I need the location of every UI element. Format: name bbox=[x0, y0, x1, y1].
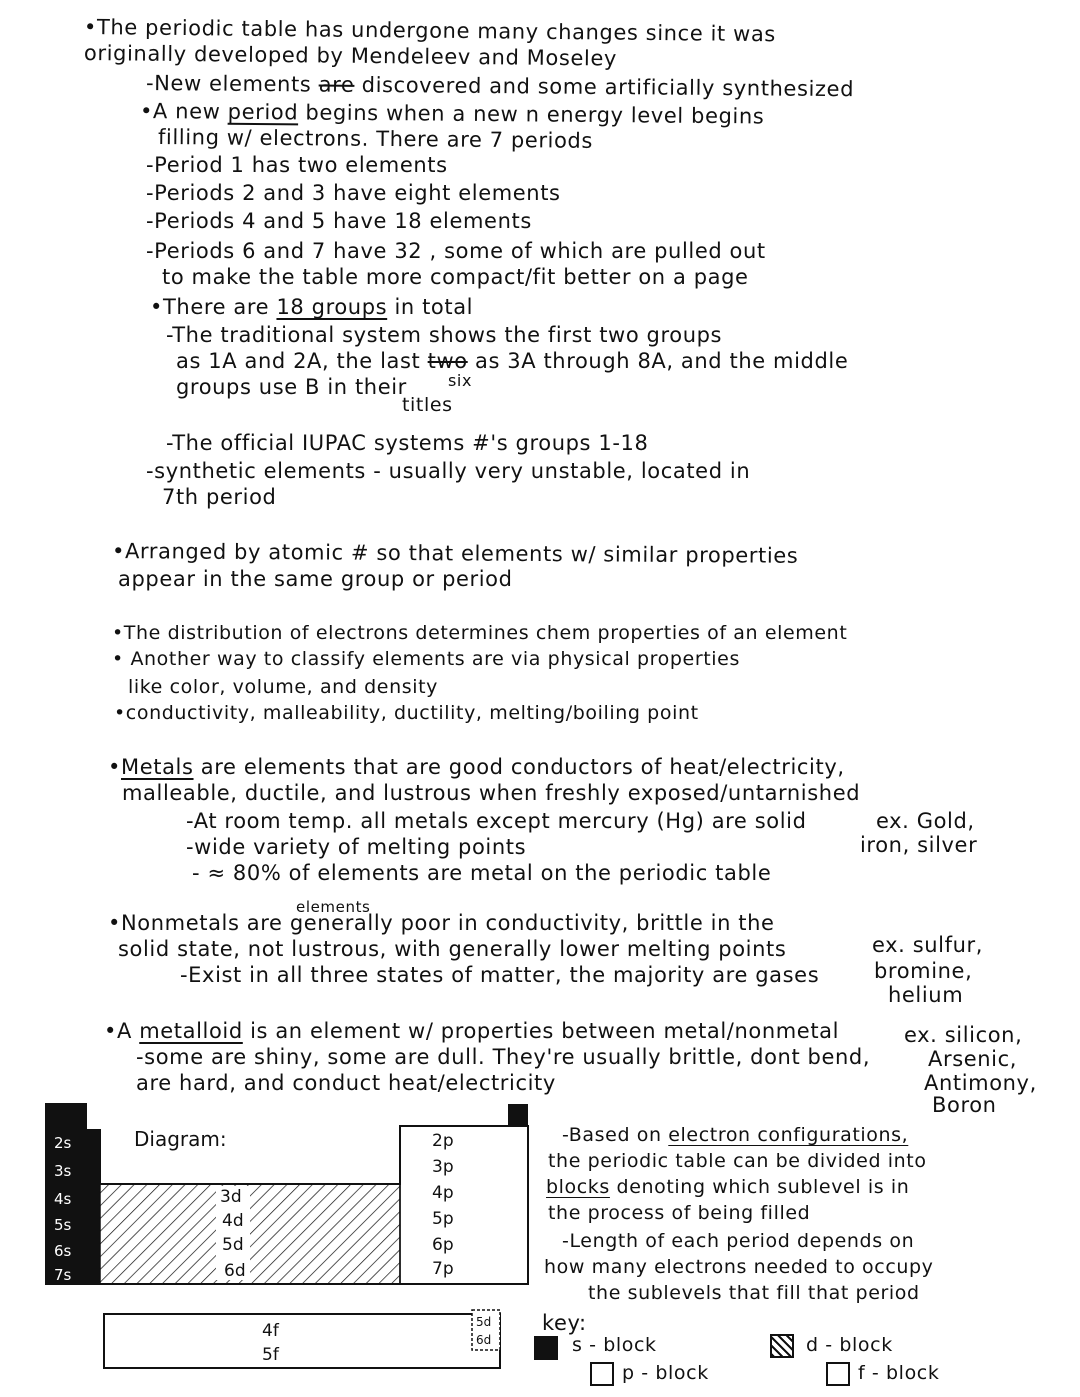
metalloid-line-2: -some are shiny, some are dull. They're usually brittle, dont bend, bbox=[136, 1045, 871, 1069]
traditional-line-2 bbox=[176, 348, 848, 374]
groups-pre: •There are bbox=[150, 295, 277, 319]
metalloid-post: is an element w/ properties between metal/nonmetal bbox=[242, 1019, 840, 1043]
key-swatch-d-block bbox=[770, 1334, 794, 1358]
intro-line-1: •The periodic table has undergone many changes since it was bbox=[83, 15, 777, 47]
metalloid-term: metalloid bbox=[139, 1019, 243, 1043]
p-label-3p: 3p bbox=[432, 1157, 454, 1177]
traditional-insert: six bbox=[448, 371, 473, 390]
metals-example-2: iron, silver bbox=[860, 833, 978, 857]
diagram-title: Diagram: bbox=[134, 1127, 227, 1151]
metals-line-2: malleable, ductile, and lustrous when freshly exposed/untarnished bbox=[122, 781, 861, 805]
p-label-4p: 4p bbox=[432, 1183, 454, 1203]
intro-line-2: originally developed by Mendeleev and Moseley bbox=[83, 41, 618, 71]
p-label-2p: 2p bbox=[432, 1131, 454, 1151]
groups-line bbox=[150, 294, 473, 320]
blocks-note-line-2: the periodic table can be divided into bbox=[548, 1150, 927, 1172]
new-elements-post: discovered and some artificially synthesized bbox=[354, 72, 855, 102]
metalloid-line-1 bbox=[104, 1018, 839, 1044]
blocks-note-line-6: how many electrons needed to occupy bbox=[544, 1256, 934, 1278]
key-s-block-label: s - block bbox=[572, 1334, 657, 1356]
s-label-4s: 4s bbox=[54, 1190, 72, 1208]
period-count-2: -Periods 2 and 3 have eight elements bbox=[146, 181, 561, 205]
blocks-note-term: electron configurations, bbox=[668, 1124, 909, 1146]
metals-post: are elements that are good conductors of heat/electricity, bbox=[193, 755, 845, 779]
s-block-region-2 bbox=[86, 1130, 100, 1284]
traditional-line-2b: as 3A through 8A, and the middle bbox=[467, 349, 849, 373]
blocks-note-line-3 bbox=[546, 1174, 909, 1200]
d-label-3d: 3d bbox=[220, 1187, 242, 1207]
traditional-struck-word: two bbox=[427, 349, 468, 373]
helium-cell bbox=[508, 1104, 528, 1126]
groups-post: in total bbox=[387, 295, 474, 319]
blocks-note-line-3-post: denoting which sublevel is in bbox=[609, 1176, 910, 1198]
period-count-1: -Period 1 has two elements bbox=[146, 153, 448, 177]
nonmetals-line-3: -Exist in all three states of matter, the majority are gases bbox=[180, 963, 820, 987]
synthetic-line-2: 7th period bbox=[162, 485, 277, 509]
metals-pre: • bbox=[108, 755, 121, 779]
s-label-6s: 6s bbox=[54, 1242, 72, 1260]
groups-term: 18 groups bbox=[276, 295, 388, 319]
metals-example-1: ex. Gold, bbox=[876, 809, 975, 833]
period-definition-line-2: filling w/ electrons. There are 7 periods bbox=[157, 125, 594, 153]
new-elements-line bbox=[146, 70, 854, 102]
period-count-4: -Periods 6 and 7 have 32 , some of which are pulled out bbox=[146, 239, 766, 263]
key-swatch-s-block bbox=[534, 1336, 558, 1360]
period-post: begins when a new n energy level begins bbox=[298, 100, 765, 129]
d-label-5d: 5d bbox=[222, 1235, 244, 1255]
blocks-term: blocks bbox=[546, 1176, 610, 1198]
metalloid-pre: •A bbox=[104, 1019, 140, 1043]
f-block-region bbox=[104, 1314, 500, 1368]
f-side-label-1: 5d bbox=[476, 1315, 492, 1329]
s-label-7s: 7s bbox=[54, 1266, 72, 1284]
d-label-4d: 4d bbox=[222, 1211, 244, 1231]
distribution-line-3: like color, volume, and density bbox=[128, 676, 438, 698]
distribution-line-2: • Another way to classify elements are via physical properties bbox=[112, 648, 740, 670]
distribution-line-1: •The distribution of electrons determines chem properties of an element bbox=[112, 622, 848, 644]
f-label-4f: 4f bbox=[262, 1321, 279, 1341]
period-count-cont: to make the table more compact/fit better on a page bbox=[162, 265, 749, 289]
traditional-line-2a: as 1A and 2A, the last bbox=[176, 349, 428, 373]
period-count-3: -Periods 4 and 5 have 18 elements bbox=[146, 209, 532, 233]
blocks-note-line-5: -Length of each period depends on bbox=[562, 1230, 915, 1252]
metals-sub-3: - ≈ 80% of elements are metal on the periodic table bbox=[192, 861, 772, 885]
metals-sub-2: -wide variety of melting points bbox=[186, 835, 527, 859]
traditional-line-4: titles bbox=[402, 394, 453, 416]
nonmetals-example-3: helium bbox=[888, 983, 964, 1007]
iupac-line: -The official IUPAC systems #'s groups 1-18 bbox=[166, 431, 649, 455]
nonmetals-line-1: •Nonmetals are generally poor in conductivity, brittle in the bbox=[108, 911, 775, 935]
s-label-3s: 3s bbox=[54, 1162, 72, 1180]
nonmetals-line-2: solid state, not lustrous, with generally lower melting points bbox=[118, 937, 787, 961]
nonmetals-example-2: bromine, bbox=[874, 959, 973, 983]
f-side-label-2: 6d bbox=[476, 1333, 492, 1347]
blocks-note-line-7: the sublevels that fill that period bbox=[588, 1282, 920, 1304]
periodic-table-block-diagram bbox=[40, 1100, 540, 1390]
arranged-line-2: appear in the same group or period bbox=[118, 567, 513, 591]
d-label-6d: 6d bbox=[224, 1261, 246, 1281]
key-p-block-label: p - block bbox=[622, 1362, 709, 1384]
period-pre: •A new bbox=[139, 99, 228, 124]
s-label-2s: 2s bbox=[54, 1134, 72, 1152]
metals-line-1 bbox=[108, 754, 845, 780]
period-term: period bbox=[227, 99, 299, 125]
arranged-line-1: •Arranged by atomic # so that elements w/ similar properties bbox=[111, 539, 799, 568]
key-title: key: bbox=[542, 1311, 587, 1335]
blocks-note-line-1 bbox=[562, 1122, 908, 1148]
key-f-block-label: f - block bbox=[858, 1362, 940, 1384]
metals-sub-1: -At room temp. all metals except mercury (Hg) are solid bbox=[186, 809, 807, 833]
traditional-line-3: groups use B in their bbox=[176, 375, 407, 399]
new-elements-struck-word: are bbox=[318, 72, 355, 97]
new-elements-pre: -New elements bbox=[145, 71, 319, 97]
s-label-5s: 5s bbox=[54, 1216, 72, 1234]
key-d-block-label: d - block bbox=[806, 1334, 893, 1356]
metalloid-line-3: are hard, and conduct heat/electricity bbox=[136, 1071, 556, 1095]
metalloid-example-4: Boron bbox=[932, 1093, 997, 1117]
distribution-line-4: •conductivity, malleability, ductility, melting/boiling point bbox=[114, 702, 699, 724]
key-swatch-f-block bbox=[826, 1362, 850, 1386]
traditional-line-1: -The traditional system shows the first two groups bbox=[166, 323, 723, 347]
f-label-5f: 5f bbox=[262, 1345, 279, 1365]
nonmetals-example-1: ex. sulfur, bbox=[872, 933, 984, 957]
p-label-5p: 5p bbox=[432, 1209, 454, 1229]
metalloid-example-2: Arsenic, bbox=[928, 1047, 1018, 1071]
nonmetals-insert: elements bbox=[296, 898, 371, 916]
blocks-note-line-4: the process of being filled bbox=[548, 1202, 811, 1224]
synthetic-line-1: -synthetic elements - usually very unstable, located in bbox=[146, 459, 751, 483]
metalloid-example-1: ex. silicon, bbox=[904, 1023, 1023, 1047]
metalloid-example-3: Antimony, bbox=[924, 1071, 1037, 1095]
p-label-6p: 6p bbox=[432, 1235, 454, 1255]
key-swatch-p-block bbox=[590, 1362, 614, 1386]
p-label-7p: 7p bbox=[432, 1259, 454, 1279]
metals-term: Metals bbox=[121, 755, 194, 779]
blocks-note-pre: -Based on bbox=[562, 1124, 669, 1146]
